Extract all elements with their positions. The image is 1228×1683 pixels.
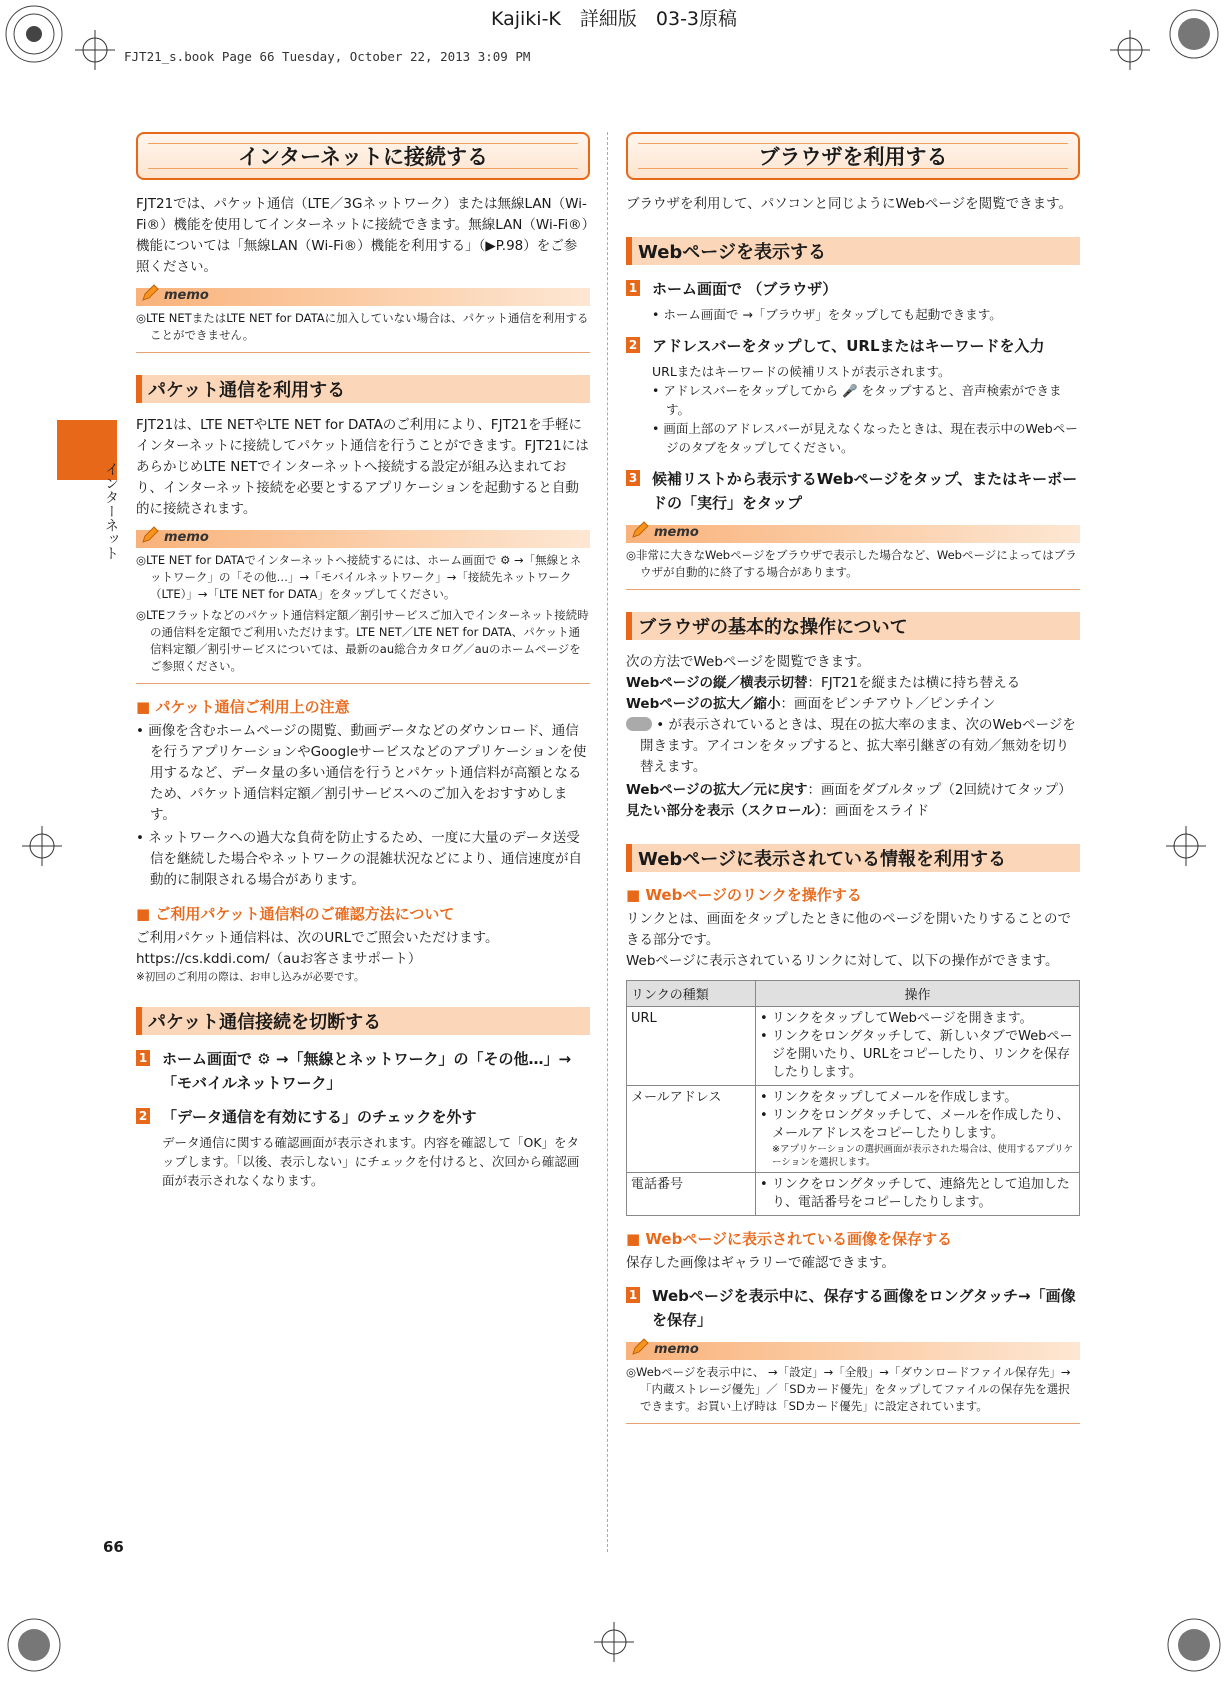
step-bullet: • アドレスバーをタップしてから 🎤 をタップすると、音声検索ができます。: [652, 383, 1062, 417]
step-2: [626, 334, 1080, 358]
op-text: ：画面をピンチアウト／ピンチイン: [780, 696, 996, 712]
browser-intro: ブラウザを利用して、パソコンと同じようにWebページを閲覧できます。: [626, 196, 1073, 212]
operation-item: • リンクをロングタッチして、メールを作成したり、メールアドレスをコピーしたりします。: [760, 1108, 1070, 1141]
section-heading-show-web: Webページを表示する: [626, 237, 1080, 265]
link-text-2: Webページに表示されているリンクに対して、以下の操作ができます。: [626, 953, 1059, 969]
pencil-icon: [630, 520, 650, 540]
table-header: リンクの種類: [627, 981, 756, 1007]
operation-item: • リンクをタップしてメールを作成します。: [760, 1090, 1018, 1105]
memo-label: memo: [164, 530, 209, 545]
step-number: 3: [626, 470, 640, 486]
memo-item: ◎非常に大きなWebページをブラウザで表示した場合など、Webページによってはブラウザが自動的に終了する場合があります。: [626, 548, 1077, 579]
intro-text: FJT21では、パケット通信（LTE／3Gネットワーク）または無線LAN（Wi-Fi®）機能を使用してインターネットに接続できます。無線LAN（Wi-Fi®）機能については「無線LAN（Wi-Fi®）機能を利用する」（▶P.98）をご参照ください。: [136, 196, 589, 275]
step-2: [136, 1105, 590, 1129]
op-text: ：FJT21を縦または横に持ち替える: [807, 675, 1021, 691]
step-text: Webページを表示中に、保存する画像をロングタッチ→「画像を保存」: [652, 1287, 1076, 1329]
memo-label: memo: [654, 1342, 699, 1357]
bullet-item: • 画像を含むホームページの閲覧、動画データなどのダウンロード、通信を行うアプリケーションやGoogleサービスなどのアプリケーションを使用するなど、データ量の多い通信を行うとパケット通信料が高額となるため、パケット通信料定額／割引サービスへのご加入をおすすめします。: [136, 723, 587, 823]
step-text: アドレスバーをタップして、URLまたはキーワードを入力: [652, 337, 1045, 355]
crosshair-top-right: [1110, 30, 1150, 70]
memo-item: ◎LTEフラットなどのパケット通信料定額／割引サービスご加入でインターネット接続時の通信料を定額でご利用いただけます。LTE NET／LTE NET for DATA、パケット通信料定額／割引サービスについては、最新のau総合カタログ／auのホームページをご参照ください。: [136, 608, 589, 673]
bullet-item: • ネットワークへの過大な負荷を防止するため、一度に大量のデータ送受信を継続した場合やネットワークの混雑状況などにより、通信速度が自動的に制限される場合があります。: [136, 830, 582, 888]
registration-mark-bottom-right: [1158, 1593, 1228, 1683]
chapter-tab-label: インターネット: [103, 462, 119, 560]
memo-box: [136, 288, 590, 353]
left-column: [136, 132, 590, 1190]
step-number: 1: [626, 1287, 640, 1303]
section-heading-packet: パケット通信を利用する: [136, 375, 590, 403]
subheading-links: ■ Webページのリンクを操作する: [626, 886, 862, 904]
table-row: [627, 1086, 1080, 1173]
step-text: ホーム画面で ⚙ →「無線とネットワーク」の「その他…」→「モバイルネットワーク」: [162, 1050, 572, 1092]
memo-box: [626, 525, 1080, 590]
op-label: Webページの拡大／元に戻す: [626, 782, 808, 798]
column-divider: [607, 132, 608, 1552]
step-number: 2: [626, 337, 640, 353]
pencil-icon: [140, 525, 160, 545]
op-label: Webページの縦／横表示切替: [626, 675, 808, 691]
section-banner-internet: インターネットに接続する: [136, 132, 590, 180]
section-banner-browser: ブラウザを利用する: [626, 132, 1080, 180]
operation-cell: [756, 1007, 1080, 1086]
operation-cell: [756, 1086, 1080, 1173]
section-heading-disconnect: パケット通信接続を切断する: [136, 1007, 590, 1035]
op-text: ：画面をスライド: [821, 803, 930, 819]
support-url-link[interactable]: https://cs.kddi.com/: [136, 951, 270, 967]
step-number: 1: [136, 1050, 150, 1066]
section-heading-basic-ops: ブラウザの基本的な操作について: [626, 612, 1080, 640]
registration-mark-top-right: [1168, 0, 1228, 90]
link-type-cell: 電話番号: [627, 1173, 756, 1216]
document-header: Kajiki-K 詳細版 03-3原稿: [490, 8, 738, 30]
memo-item: ◎Webページを表示中に、 →「設定」→「全般」→「ダウンロードファイル保存先」→「内蔵ストレージ優先」／「SDカード優先」をタップしてファイルの保存先を選択できます。お買い上げ時は「SDカード優先」に設定されています。: [626, 1365, 1071, 1413]
page-number: 66: [103, 1538, 124, 1556]
step-text: 候補リストから表示するWebページをタップ、またはキーボードの「実行」をタップ: [652, 470, 1078, 512]
link-type-cell: メールアドレス: [627, 1086, 756, 1173]
step-bullet: • ホーム画面で →「ブラウザ」をタップしても起動できます。: [652, 307, 1002, 322]
op-label: 見たい部分を表示（スクロール）: [626, 803, 822, 819]
subheading-save-image: ■ Webページに表示されている画像を保存する: [626, 1230, 953, 1248]
op-text: ：画面をダブルタップ（2回続けてタップ）: [807, 782, 1072, 798]
crosshair-middle-right: [1166, 826, 1206, 866]
subheading-fee: ■ ご利用パケット通信料のご確認方法について: [136, 905, 455, 923]
basic-intro: 次の方法でWebページを閲覧できます。: [626, 654, 871, 670]
step-description: データ通信に関する確認画面が表示されます。内容を確認して「OK」をタップします。「以後、表示しない」にチェックを付けると、次回から確認画面が表示されなくなります。: [162, 1135, 580, 1188]
memo-label: memo: [654, 525, 699, 540]
pencil-icon: [630, 1337, 650, 1357]
operation-item: • リンクをロングタッチして、新しいタブでWebページを開いたり、URLをコピーしたり、リンクを保存したりします。: [760, 1029, 1073, 1080]
link-type-cell: URL: [627, 1007, 756, 1086]
memo-box: [626, 1342, 1080, 1424]
table-header: 操作: [756, 981, 1080, 1007]
zoom-lock-icon: [626, 717, 652, 731]
memo-header: [626, 1342, 1080, 1360]
book-metadata-line: FJT21_s.book Page 66 Tuesday, October 22, 2013 3:09 PM: [124, 49, 531, 64]
memo-header: [136, 530, 590, 548]
step-text: 「データ通信を有効にする」のチェックを外す: [162, 1108, 477, 1126]
packet-text: FJT21は、LTE NETやLTE NET for DATAのご利用により、FJT21を手軽にインターネットに接続してパケット通信を行うことができます。FJT21にはあらかじめLTE NETでインターネットへ接続する設定が組み込まれており、インターネット接続を必要とするアプリケーションを起動すると自動的に接続されます。: [136, 417, 589, 517]
memo-item: ◎LTE NET for DATAでインターネットへ接続するには、ホーム画面で ⚙ →「無線とネットワーク」の「その他…」→「モバイルネットワーク」→「接続先ネットワーク（LTE）」→「LTE NET for DATA」をタップしてください。: [136, 553, 582, 601]
section-heading-use-info: Webページに表示されている情報を利用する: [626, 844, 1080, 872]
link-operations-table: [626, 980, 1080, 1216]
memo-header: [626, 525, 1080, 543]
right-column: [626, 132, 1080, 1434]
table-row: [627, 1173, 1080, 1216]
step-number: 2: [136, 1108, 150, 1124]
operation-note: ※アプリケーションの選択画面が表示された場合は、使用するアプリケーションを選択します。: [772, 1144, 1073, 1168]
crosshair-middle-left: [22, 826, 62, 866]
save-image-text: 保存した画像はギャラリーで確認できます。: [626, 1255, 895, 1271]
fee-note: ※初回のご利用の際は、お申し込みが必要です。: [136, 971, 365, 983]
pencil-icon: [140, 283, 160, 303]
table-header-row: [627, 981, 1080, 1007]
memo-box: [136, 530, 590, 684]
step-3: [626, 467, 1080, 515]
table-row: [627, 1007, 1080, 1086]
step-1: [626, 277, 1080, 301]
memo-header: [136, 288, 590, 306]
step-1: [136, 1047, 590, 1095]
op-label: Webページの拡大／縮小: [626, 696, 781, 712]
crosshair-bottom-center: [594, 1622, 634, 1662]
step-bullet: • 画面上部のアドレスバーが見えなくなったときは、現在表示中のWebページのタブをタップしてください。: [652, 421, 1078, 455]
step-description: URLまたはキーワードの候補リストが表示されます。: [652, 364, 951, 379]
operation-item: • リンクをタップしてWebページを開きます。: [760, 1011, 1033, 1026]
zoom-bullet: • が表示されているときは、現在の拡大率のまま、次のWebページを開きます。アイコンをタップすると、拡大率引継ぎの有効／無効を切り替えます。: [626, 715, 1080, 778]
link-text: リンクとは、画面をタップしたときに他のページを開いたりすることのできる部分です。: [626, 911, 1071, 948]
crosshair-top-left: [75, 30, 115, 70]
memo-item: ◎LTE NETまたはLTE NET for DATAに加入していない場合は、パケット通信を利用することができません。: [136, 311, 589, 342]
step-1: [626, 1284, 1080, 1332]
subheading-caution: ■ パケット通信ご利用上の注意: [136, 698, 350, 716]
step-number: 1: [626, 280, 640, 296]
step-text: ホーム画面で （ブラウザ）: [652, 280, 838, 298]
operation-cell: [756, 1173, 1080, 1216]
support-url-note: （auお客さまサポート）: [269, 951, 422, 967]
memo-label: memo: [164, 288, 209, 303]
registration-mark-bottom-left: [0, 1593, 70, 1683]
operation-item: • リンクをロングタッチして、連絡先として追加したり、電話番号をコピーしたりします。: [760, 1177, 1070, 1210]
fee-text: ご利用パケット通信料は、次のURLでご照会いただけます。: [136, 930, 499, 946]
